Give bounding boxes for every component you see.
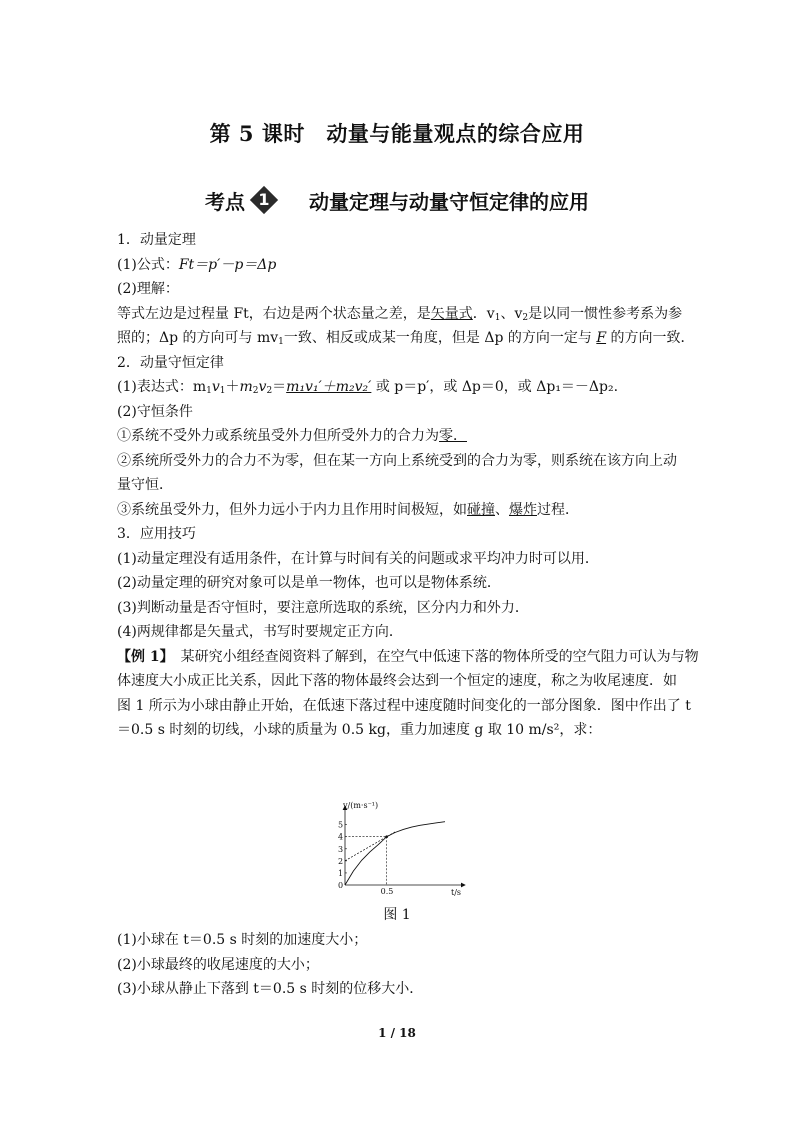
- section-number-badge: [249, 185, 279, 215]
- s1-paragraph-line-1: 等式左边是过程量 Ft，右边是两个状态量之差，是矢量式．$v_1$、$v_2$是以同一惯性参考系为参: [117, 305, 683, 323]
- s2-condition-label: (2)守恒条件: [117, 403, 193, 420]
- s2-expression: (1)表达式：$m_1v_1+m_2v_2=m_1v_1'+m_2v_2'$ 或 p＝p′，或 Δp＝0，或 Δp₁＝－Δp₂.: [117, 379, 619, 396]
- tangent-point: [385, 835, 388, 838]
- body-text: [117, 228, 699, 743]
- page-title: 第 5 课时 动量与能量观点的综合应用: [209, 121, 585, 146]
- s3-tip-2: (2)动量定理的研究对象可以是单一物体，也可以是物体系统．: [117, 575, 501, 591]
- guide-lines: [345, 837, 387, 885]
- example-line-1: 【例 1】 某研究小组经查阅资料了解到，在空气中低速下落的物体所受的空气阻力可认为与物: [117, 648, 699, 665]
- section-heading: [0, 180, 794, 220]
- section-prefix: 考点: [205, 189, 245, 214]
- s1-formula: (1)公式：Ft＝p′－p＝Δp: [117, 256, 277, 273]
- s2-condition-1: ①系统不受外力或系统虽受外力但所受外力的合力为零．: [117, 428, 467, 444]
- s1-understand-label: (2)理解：: [117, 281, 179, 297]
- s3-tip-3: (3)判断动量是否守恒时，要注意所选取的系统，区分内力和外力．: [117, 599, 529, 616]
- velocity-time-graph: [325, 800, 475, 896]
- s3-heading: 3．应用技巧: [117, 526, 196, 542]
- question-2: (2)小球最终的收尾速度的大小；: [117, 956, 319, 973]
- s2-condition-3: ③系统虽受外力，但外力远小于内力且作用时间极短，如碰撞、爆炸过程．: [117, 501, 579, 518]
- velocity-curve: [345, 822, 445, 885]
- y-tick-label: 2: [338, 856, 344, 866]
- example-label: 【例 1】: [117, 648, 167, 665]
- s2-condition-2b: 量守恒．: [117, 477, 173, 493]
- s2-condition-2: ②系统所受外力的合力不为零，但在某一方向上系统受到的合力为零，则系统在该方向上动: [117, 452, 677, 469]
- y-tick-label: 0: [338, 881, 344, 890]
- page-number: 1 / 18: [378, 1026, 416, 1040]
- example-line-2: 体速度大小成正比关系，因此下落的物体最终会达到一个恒定的速度，称之为收尾速度．如: [117, 673, 677, 689]
- example-line-3: 图 1 所示为小球由静止开始，在低速下落过程中速度随时间变化的一部分图象．图中作出了 t: [117, 697, 691, 714]
- y-tick-label: 4: [338, 832, 344, 842]
- s1-paragraph-line-2: 照的；Δp 的方向可与 $mv_1$一致、相反或成某一角度，但是 Δp 的方向一定与 F 的方向一致．: [117, 330, 695, 347]
- question-3: (3)小球从静止下落到 t＝0.5 s 时刻的位移大小．: [117, 981, 424, 997]
- s3-tip-1: (1)动量定理没有适用条件，在计算与时间有关的问题或求平均冲力时可以用．: [117, 550, 599, 567]
- s1-heading: 1．动量定理: [117, 232, 196, 248]
- x-axis-label: t/s: [451, 888, 462, 896]
- example-line-4: ＝0.5 s 时刻的切线，小球的质量为 0.5 kg，重力加速度 g 取 10 m/s²，求：: [117, 722, 602, 738]
- y-axis-label: v/(m·s⁻¹): [343, 801, 379, 810]
- section-number: 1: [258, 190, 270, 209]
- questions: [117, 928, 679, 1002]
- y-tick-label: 3: [338, 844, 344, 854]
- s3-tip-4: (4)两规律都是矢量式，书写时要规定正方向．: [117, 624, 403, 640]
- y-tick-label: 5: [338, 820, 344, 830]
- s2-heading: 2．动量守恒定律: [117, 354, 224, 371]
- figure-caption: 图 1: [383, 907, 411, 923]
- section-title: 动量定理与动量守恒定律的应用: [309, 189, 589, 214]
- chart-svg: [325, 800, 475, 896]
- x-tick-label: 0.5: [380, 887, 394, 896]
- question-1: (1)小球在 t＝0.5 s 时刻的加速度大小；: [117, 932, 368, 948]
- y-tick-label: 1: [338, 868, 344, 878]
